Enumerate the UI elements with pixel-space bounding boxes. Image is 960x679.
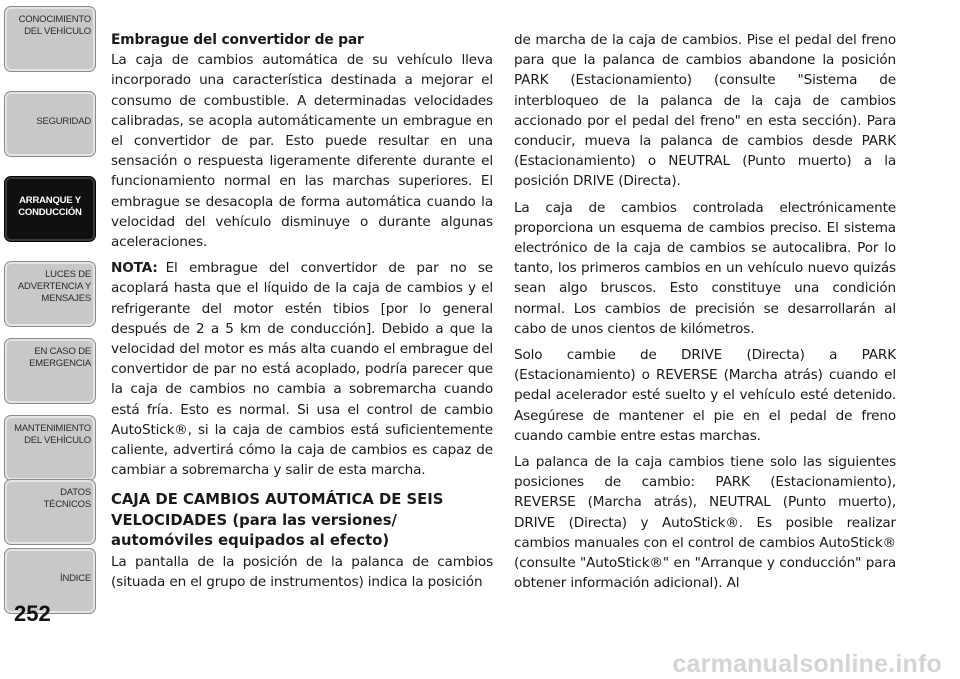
tab-label: ARRANQUE Y CONDUCCIÓN [18,195,82,218]
paragraph: Solo cambie de DRIVE (Directa) a PARK (Estacionamiento) o REVERSE (Marcha atrás) cuando el pedal acelerador esté suelto y el vehículo esté detenido. Asegúrese de mantener el pie en el pedal de freno cuando cambie entre estas marchas. [514,347,896,444]
tab-mantenimiento-del-vehiculo[interactable] [4,415,96,481]
section-title: CAJA DE CAMBIOS AUTOMÁTICA DE SEIS VELOCIDADES (para las versiones/ automóviles equipados al efecto) [111,491,444,550]
tab-seguridad[interactable] [4,91,96,157]
tab-conocimiento-del-vehiculo[interactable] [4,6,96,72]
note [111,258,493,480]
paragraph: La caja de cambios automática de su vehículo lleva incorporado una característica destinada a mejorar el consumo de combustible. A determinadas velocidades calibradas, se acopla automáticamente un embrague en el convertidor de par. Esto puede resultar en una sensación o respuesta ligeramente diferente durante el funcionamiento normal en las marchas superiores. El embrague se desacopla de forma automática cuando la velocidad del vehículo disminuye o durante algunas aceleraciones. [111,52,493,251]
tab-label: MANTENIMIENTO DEL VEHÍCULO [14,423,91,446]
watermark: carmanualsonline.info [672,650,942,678]
chapter-tabs [0,0,103,620]
right-column [514,30,896,599]
paragraph: La palanca de la caja cambios tiene solo las siguientes posiciones de cambio: PARK (Estacionamiento), REVERSE (Marcha atrás), NEUTRAL (Punto muerto), DRIVE (Directa) y AutoStick®. Es posible realizar cambios manuales con el control de cambios AutoStick® (consulte "AutoStick®" en "Arranque y conducción" para obtener información adicional). Al [514,454,896,592]
tab-label: SEGURIDAD [36,116,91,127]
paragraph: La pantalla de la posición de la palanca de cambios (situada en el grupo de instrumentos) indica la posición [111,553,493,591]
tab-arranque-y-conduccion[interactable] [4,176,96,242]
tab-label: CONOCIMIENTO DEL VEHÍCULO [18,14,91,37]
tab-label: DATOS TÉCNICOS [43,487,91,510]
tab-label: EN CASO DE EMERGENCIA [29,346,91,369]
note-label: NOTA: [111,260,158,277]
page-number: 252 [14,601,51,626]
tab-datos-tecnicos[interactable] [4,479,96,545]
tab-en-caso-de-emergencia[interactable] [4,338,96,404]
tab-label: LUCES DE ADVERTENCIA Y MENSAJES [17,269,91,304]
left-column [111,30,493,598]
note-text: El embrague del convertidor de par no se acoplará hasta que el líquido de la caja de cambios y el refrigerante del motor estén tibios [por lo general después de 2 a 5 km de conducción]. Debido a que la velocidad del motor es más alta cuando el embrague del convertidor de par no está acoplado, podría parecer que la caja de cambios no cambia a sobremarcha cuando está fría. Esto es normal. Si usa el control de cambio AutoStick®, si la caja de cambios está suficientemente caliente, advertirá cómo la caja de cambios es capaz de cambiar a sobremarcha y salir de esta marcha. [111,260,493,479]
tab-luces-de-advertencia[interactable] [4,261,96,327]
tab-label: ÍNDICE [60,573,91,584]
subsection-heading: Embrague del convertidor de par [111,32,364,48]
paragraph: La caja de cambios controlada electrónicamente proporciona un esquema de cambios preciso. El sistema electrónico de la caja de cambios se autocalibra. Por lo tanto, los primeros cambios en un vehículo nuevo quizás sean algo bruscos. Esto constituye una condición normal. Los cambios de precisión se desarrollarán al cabo de unos cientos de kilómetros. [514,199,896,337]
paragraph: de marcha de la caja de cambios. Pise el pedal del freno para que la palanca de cambios abandone la posición PARK (Estacionamiento) (consulte "Sistema de interbloqueo de la palanca de la caja de cambios accionado por el pedal del freno" en esta sección). Para conducir, mueva la palanca de cambios desde PARK (Estacionamiento) o NEUTRAL (Punto muerto) a la posición DRIVE (Directa). [514,32,896,190]
